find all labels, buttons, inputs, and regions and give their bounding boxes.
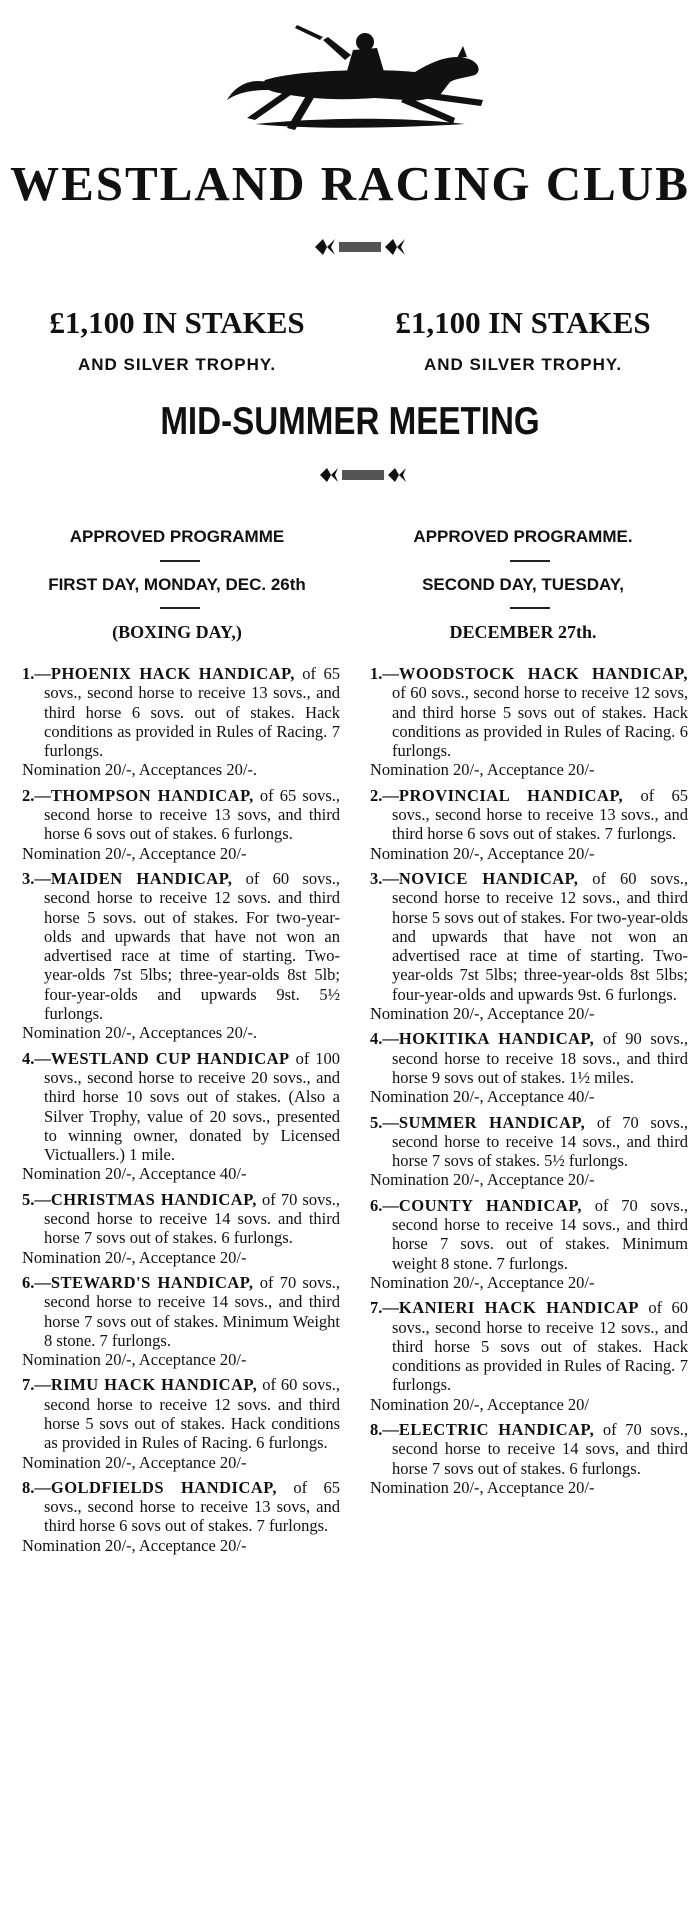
first-day-races [22, 664, 340, 1561]
race-number: 2.— [22, 785, 51, 805]
race-nomination: Nomination 20/-, Acceptance 20/- [370, 1004, 595, 1024]
club-title: WESTLAND RACING CLUB [10, 156, 690, 211]
race-description [370, 664, 688, 760]
day-right: SECOND DAY, TUESDAY, [422, 575, 624, 594]
trophy-left: AND SILVER TROPHY. [77, 355, 277, 374]
race-nomination: Nomination 20/-, Acceptance 20/- [370, 1272, 595, 1292]
flower-ornament-icon [305, 232, 415, 262]
race-number: 5.— [22, 1189, 51, 1209]
race-nomination: Nomination 20/-, Acceptance 20/- [22, 843, 247, 863]
race-number: 4.— [370, 1029, 399, 1049]
racehorse-jockey-icon [225, 20, 495, 135]
race-description [370, 1196, 688, 1273]
day-left: FIRST DAY, MONDAY, DEC. 26th [48, 575, 306, 594]
race-conditions: of 100 sovs., second horse to receive 20 sovs., and third horse 10 sovs out of stakes. (Also a Silver Trophy, value of 20 sovs., presented to winning owner, donated by Licensed Victuallers.) 1 mile. [44, 1048, 341, 1165]
race-conditions: of 60 sovs., second horse to receive 12 sovs. and third horse 5 sovs out of stakes. Hack conditions as provided in Rules of Racing. 6 furlongs. [44, 1375, 340, 1453]
race-name: PROVINCIAL HANDICAP, [398, 785, 624, 805]
race-entry [22, 1478, 340, 1555]
race-description [22, 1273, 340, 1350]
race-number: 6.— [22, 1272, 51, 1292]
race-entry [22, 1273, 340, 1369]
race-name: STEWARD'S HANDICAP, [50, 1272, 254, 1292]
race-description [22, 1049, 340, 1165]
race-description [22, 1478, 340, 1536]
race-conditions: of 60 sovs., second horse to receive 12 sovs., and third horse 5 sovs out of stakes. Hack conditions as provided in Rules of Racing. 7 furlongs. [392, 1298, 689, 1395]
race-nomination: Nomination 20/-, Acceptance 20/- [370, 1170, 595, 1190]
race-conditions: of 70 sovs., second horse to receive 14 sovs., and third horse 7 sovs of stakes. 5½ furlongs. [392, 1112, 689, 1171]
race-nomination: Nomination 20/-, Acceptance 40/- [370, 1087, 595, 1107]
race-description [22, 1190, 340, 1248]
race-description [22, 786, 340, 844]
race-entry [370, 786, 688, 863]
flower-ornament-icon [312, 462, 417, 488]
race-conditions: of 60 sovs., second horse to receive 12 sovs. and third horse 5 sovs. out of stakes. For two-year-olds and upwards that have not won an advertised race at time of starting. Two-year-olds 7st 5lbs; three-year-olds 8st 5lb; four-year-olds and upwards 9st. 5½ furlongs. [44, 868, 340, 1024]
race-entry [22, 664, 340, 780]
race-description [22, 664, 340, 760]
race-name: ELECTRIC HANDICAP, [398, 1419, 595, 1439]
race-nomination: Nomination 20/-, Acceptance 20/- [22, 1535, 247, 1555]
race-name: MAIDEN HANDICAP, [50, 868, 233, 888]
race-name: SUMMER HANDICAP, [398, 1112, 586, 1132]
race-entry [22, 1375, 340, 1471]
race-entry [22, 869, 340, 1043]
race-name: KANIERI HACK HANDICAP [398, 1298, 639, 1318]
approved-right: APPROVED PROGRAMME. [413, 527, 633, 546]
race-entry [22, 1049, 340, 1184]
race-nomination: Nomination 20/-, Acceptance 20/- [22, 1452, 247, 1472]
race-name: THOMPSON HANDICAP, [50, 785, 254, 805]
approved-left: APPROVED PROGRAMME [69, 527, 285, 546]
race-number: 1.— [22, 664, 51, 683]
race-name: COUNTY HANDICAP, [398, 1195, 583, 1215]
divider [510, 607, 550, 609]
race-number: 4.— [22, 1048, 51, 1068]
race-nomination: Nomination 20/-, Acceptance 20/- [22, 1247, 247, 1267]
race-description [370, 786, 688, 844]
day-left-sub: (BOXING DAY,) [112, 622, 242, 642]
race-number: 1.— [370, 664, 399, 683]
race-name: NOVICE HANDICAP, [398, 868, 579, 888]
race-description [370, 1113, 688, 1171]
race-name: CHRISTMAS HANDICAP, [50, 1189, 257, 1209]
race-entry [370, 869, 688, 1023]
race-conditions: of 65 sovs., second horse to receive 13 sovs, and third horse 6 sovs out of stakes. 7 furlongs. [44, 1477, 341, 1536]
race-entry [22, 1190, 340, 1267]
race-conditions: of 65 sovs., second horse to receive 13 sovs., and third horse 6 sovs. out of stakes. Hack conditions as provided in Rules of Racing. 7 furlongs. [44, 664, 341, 761]
race-name: GOLDFIELDS HANDICAP, [50, 1477, 277, 1497]
race-entry [370, 1029, 688, 1106]
race-conditions: of 70 sovs., second horse to receive 14 sovs. and third horse 7 sovs out of stakes. 6 furlongs. [44, 1189, 340, 1248]
race-conditions: of 90 sovs., second horse to receive 18 sovs., and third horse 9 sovs out of stakes. 1½ miles. [392, 1029, 688, 1087]
race-description [22, 869, 340, 1023]
race-entry [370, 664, 688, 780]
race-entry [370, 1113, 688, 1190]
race-conditions: of 65 sovs., second horse to receive 13 sovs., and third horse 6 sovs out of stakes. 7 furlongs. [392, 785, 689, 844]
race-nomination: Nomination 20/-, Acceptance 20/ [370, 1394, 590, 1414]
divider [160, 607, 200, 609]
race-conditions: of 70 sovs., second horse to receive 14 sovs, and third horse 7 sovs out of stakes. 6 furlongs. [392, 1419, 688, 1478]
race-nomination: Nomination 20/-, Acceptances 20/-. [22, 1023, 258, 1043]
race-number: 7.— [370, 1298, 399, 1318]
race-number: 3.— [370, 868, 399, 888]
race-conditions: of 65 sovs., second horse to receive 13 sovs, and third horse 6 sovs out of stakes. 6 furlongs. [44, 785, 340, 844]
race-name: RIMU HACK HANDICAP, [50, 1375, 258, 1395]
race-name: PHOENIX HACK HANDICAP, [50, 664, 295, 683]
race-conditions: of 70 sovs., second horse to receive 14 sovs., and third horse 7 sovs. out of stakes. Minimum weight 8 stone. 7 furlongs. [392, 1195, 689, 1273]
race-number: 7.— [22, 1375, 51, 1395]
race-name: WESTLAND CUP HANDICAP [50, 1048, 290, 1068]
race-entry [370, 1420, 688, 1497]
race-name: WOODSTOCK HACK HANDICAP, [398, 664, 688, 683]
race-conditions: of 60 sovs., second horse to receive 12 sovs, and third horse 5 sovs out of stakes. Hack conditions as provided in Rules of Racing. 6 furlongs. [392, 683, 688, 761]
race-description [370, 869, 688, 1004]
race-name: HOKITIKA HANDICAP, [398, 1029, 595, 1049]
trophy-right: AND SILVER TROPHY. [423, 355, 623, 374]
race-number: 6.— [370, 1195, 399, 1215]
race-nomination: Nomination 20/-, Acceptance 20/- [370, 1477, 595, 1497]
stakes-right: £1,100 IN STAKES [395, 305, 651, 340]
race-number: 8.— [22, 1477, 51, 1497]
race-nomination: Nomination 20/-, Acceptance 20/- [370, 760, 595, 780]
race-entry [370, 1196, 688, 1292]
stakes-left: £1,100 IN STAKES [49, 305, 305, 340]
race-conditions: of 60 sovs., second horse to receive 12 sovs., and third horse 5 sovs out of stakes. For two-year-olds and upwards that have not won an advertised race at time of starting. Two-year-olds 7st 5lbs; three-year-olds 8st 5lbs; four-year-olds and upwards 9st. 6 furlongs. [392, 868, 688, 1004]
day-right-sub: DECEMBER 27th. [449, 622, 597, 642]
divider [160, 560, 200, 562]
race-number: 5.— [370, 1112, 399, 1132]
second-day-races [370, 664, 688, 1503]
race-number: 8.— [370, 1419, 399, 1439]
race-nomination: Nomination 20/-, Acceptance 40/- [22, 1164, 247, 1184]
race-number: 2.— [370, 785, 399, 805]
race-nomination: Nomination 20/-, Acceptance 20/- [370, 843, 595, 863]
race-description [370, 1029, 688, 1087]
race-entry [22, 786, 340, 863]
meeting-title: MID-SUMMER MEETING [160, 400, 540, 443]
race-entry [370, 1298, 688, 1414]
race-nomination: Nomination 20/-, Acceptance 20/- [22, 1350, 247, 1370]
race-number: 3.— [22, 868, 51, 888]
race-description [22, 1375, 340, 1452]
divider [510, 560, 550, 562]
race-nomination: Nomination 20/-, Acceptances 20/-. [22, 760, 258, 780]
race-description [370, 1420, 688, 1478]
race-description [370, 1298, 688, 1394]
race-conditions: of 70 sovs., second horse to receive 14 sovs., and third horse 7 sovs out of stakes. Minimum Weight 8 stone. 7 furlongs. [44, 1272, 341, 1350]
